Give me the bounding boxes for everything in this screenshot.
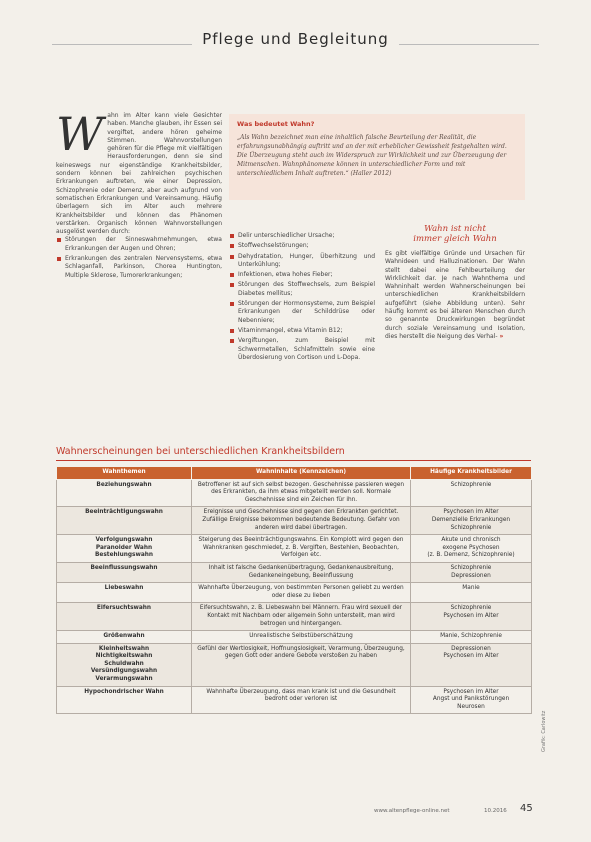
column-header: Wahnthemen xyxy=(57,467,192,480)
theme-cell: Größenwahn xyxy=(57,631,192,644)
disease-cell: Psychosen im Alter Demenzielle Erkrankungen Schizophrenie xyxy=(411,507,532,535)
column-header: Wahninhalte (Kennzeichen) xyxy=(192,467,411,480)
content-cell: Ereignisse und Geschehnisse sind gegen den Erkrankten gerichtet. Zufällige Ereignisse bekommen bedeutende Bedeutung. Gefahr von anderen wird dabei übertragen. xyxy=(192,507,411,535)
page-title: Pflege und Begleitung xyxy=(0,30,591,48)
list-item: Vergiftungen, zum Beispiel mit Schwermetallen, Schlafmitteln sowie eine Überdosierung von Cortison und L-Dopa. xyxy=(229,337,375,362)
content-cell: Wahnhafte Überzeugung, dass man krank ist und die Gesundheit bedroht oder verloren ist xyxy=(192,686,411,714)
column-header: Häufige Krankheitsbilder xyxy=(411,467,532,480)
theme-cell: Liebeswahn xyxy=(57,583,192,603)
content-cell: Wahnhafte Überzeugung, von bestimmten Personen geliebt zu werden oder diese zu lieben xyxy=(192,583,411,603)
theme-cell: Verfolgungswahn Paranoider Wahn Bestehlungswahn xyxy=(57,535,192,563)
list-item: Störungen des Stoffwechsels, zum Beispiel Diabetes mellitus; xyxy=(229,281,375,298)
intro-text: ahn im Alter kann viele Gesichter haben. Manche glauben, ihr Essen sei vergiftet, andere hören geheime Stimmen. Wahnvorstellungen gehören für die Pflege mit vielfältigen Herausforderungen, denn sie sind keineswegs nur eigenständige Krankheitsbilder, sondern können bei zahlreichen psychischen Erkrankungen auftreten, wie einer Depression, Schizophrenie oder Demenz, aber auch aufgrund von somatischen Erkrankungen und Vereinsamung. Häufig überlagern sich im Alter auch mehrere Krankheitsbilder und können das Phänomen verstärken. Organisch können Wahnvorstellungen ausgelöst werden durch: xyxy=(56,112,222,236)
theme-cell: Beeinträchtigungswahn xyxy=(57,507,192,535)
table-row xyxy=(57,507,532,535)
content-cell: Steigerung des Beeinträchtigungswahns. Ein Komplott wird gegen den Wahnkranken geschmiedet, z. B. Vergiften, Bestehlen, Beobachten, Verfolgen etc. xyxy=(192,535,411,563)
theme-cell: Hypochondrischer Wahn xyxy=(57,686,192,714)
list-item: Stoffwechselstörungen; xyxy=(229,242,375,250)
list-item: Erkrankungen des zentralen Nervensystems, etwa Schlaganfall, Parkinson, Chorea Huntington, Multiple Sklerose, Tumorerkrankungen; xyxy=(56,255,222,280)
theme-cell: Beziehungswahn xyxy=(57,479,192,507)
intro-bullets xyxy=(56,236,222,279)
table-row xyxy=(57,643,532,686)
causes-column xyxy=(229,232,375,364)
right-column xyxy=(385,224,525,341)
content-cell: Inhalt ist falsche Gedankenübertragung, Gedankenausbreitung, Gedankeneingebung, Beeinflussung xyxy=(192,562,411,582)
table-title-rule xyxy=(56,460,531,461)
theme-cell: Kleinheitswahn Nichtigkeitswahn Schuldwahn Versündigungswahn Verarmungswahn xyxy=(57,643,192,686)
causes-bullets xyxy=(229,232,375,362)
table-row xyxy=(57,583,532,603)
content-cell: Betroffener ist auf sich selbst bezogen. Geschehnisse passieren wegen des Erkrankten, da ihm etwas mitgeteilt werden soll. Normale Geschehnisse sind ein Zeichen für ihn. xyxy=(192,479,411,507)
table-header-row xyxy=(57,467,532,480)
disease-cell: Schizophrenie Psychosen im Alter xyxy=(411,603,532,631)
table-row xyxy=(57,603,532,631)
definition-box xyxy=(229,114,525,200)
dropcap: W xyxy=(56,107,104,161)
continue-arrow-icon: » xyxy=(499,332,504,340)
footer-date: 10.2016 xyxy=(484,808,507,814)
table-row xyxy=(57,562,532,582)
list-item: Delir unterschiedlicher Ursache; xyxy=(229,232,375,240)
delusion-table xyxy=(56,466,532,714)
disease-cell: Psychosen im Alter Angst und Panikstörungen Neurosen xyxy=(411,686,532,714)
table-title: Wahnerscheinungen bei unterschiedlichen Krankheitsbildern xyxy=(56,446,345,457)
list-item: Dehydratation, Hunger, Überhitzung und Unterkühlung; xyxy=(229,253,375,270)
disease-cell: Manie xyxy=(411,583,532,603)
definition-heading: Was bedeutet Wahn? xyxy=(237,120,315,128)
intro-column xyxy=(56,107,222,282)
image-credit: Grafik: Carlowitz xyxy=(541,710,547,752)
table-row xyxy=(57,479,532,507)
disease-cell: Akute und chronisch exogene Psychosen (z. B. Demenz, Schizophrenie) xyxy=(411,535,532,563)
table-row xyxy=(57,631,532,644)
section-heading: Wahn ist nicht immer gleich Wahn xyxy=(413,224,497,244)
disease-cell: Depressionen Psychosen im Alter xyxy=(411,643,532,686)
content-cell: Gefühl der Wertlosigkeit, Hoffnungslosigkeit, Verarmung, Überzeugung, gegen Gott oder andere Gebote verstoßen zu haben xyxy=(192,643,411,686)
list-item: Infektionen, etwa hohes Fieber; xyxy=(229,271,375,279)
theme-cell: Beeinflussungswahn xyxy=(57,562,192,582)
content-cell: Unrealistische Selbstüberschätzung xyxy=(192,631,411,644)
list-item: Störungen der Hormonsysteme, zum Beispiel Erkrankungen der Schilddrüse oder Nebenniere; xyxy=(229,300,375,325)
disease-cell: Manie, Schizophrenie xyxy=(411,631,532,644)
theme-cell: Eifersuchtswahn xyxy=(57,603,192,631)
list-item: Störungen der Sinneswahrnehmungen, etwa Erkrankungen der Augen und Ohren; xyxy=(56,236,222,253)
content-cell: Eifersuchtswahn, z. B. Liebeswahn bei Männern. Frau wird sexuell der Kontakt mit Nachbarn oder allgemein Sohn unterstellt, man wird betrogen und hintergangen. xyxy=(192,603,411,631)
right-text: Es gibt vielfältige Gründe und Ursachen für Wahnideen und Halluzinationen. Der Wahn stellt dabei eine Fehlbeurteilung der Wirklichkeit dar. Je nach Wahnthema und Wahninhalt werden Wahnerscheinungen bei unterschiedlichen Krankheitsbildern aufgeführt (siehe Abbildung unten). Sehr häufig kommt es bei älteren Menschen durch so genannte Druckwirkungen begründet durch soziale Vereinsamung und Isolation, dies herstellt die Neigung des Verhal- » xyxy=(385,250,525,340)
definition-text: „Als Wahn bezeichnet man eine inhaltlich falsche Beurteilung der Realität, die erfahrungsunabhängig auftritt und an der mit erheblicher Gewissheit festgehalten wird. Die Überzeugung steht auch im Widerspruch zur Wirklichkeit und zur Überzeugung der Mitmenschen. Wahnphänomene können in unterschiedlicher Form und mit unterschiedlichem Inhalt auftreten.“ (Haller 2012) xyxy=(237,134,507,177)
disease-cell: Schizophrenie xyxy=(411,479,532,507)
disease-cell: Schizophrenie Depressionen xyxy=(411,562,532,582)
table-row xyxy=(57,535,532,563)
page-number: 45 xyxy=(520,803,533,814)
footer-url: www.altenpflege-online.net xyxy=(374,808,450,814)
list-item: Vitaminmangel, etwa Vitamin B12; xyxy=(229,327,375,335)
table-row xyxy=(57,686,532,714)
